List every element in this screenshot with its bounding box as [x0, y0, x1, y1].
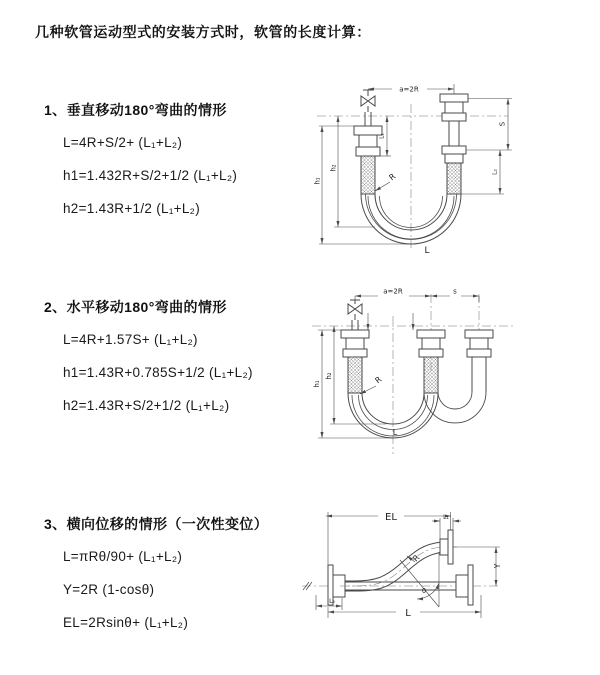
- section-1-heading: 1、垂直移动180°弯曲的情形: [44, 102, 227, 118]
- formula-line: L=πRθ/90+ (L₁+L₂): [63, 549, 183, 564]
- dim-label-y: Y: [493, 563, 502, 569]
- dim-label-h1: h₁: [313, 177, 322, 185]
- dim-label-el: EL: [385, 512, 397, 523]
- dim-label-h2: h₂: [329, 164, 338, 172]
- formula-line: Y=2R (1-cosθ): [63, 582, 155, 597]
- formula-line: h1=1.432R+S/2+1/2 (L₁+L₂): [63, 168, 238, 183]
- dim-label-s: s: [453, 287, 457, 296]
- section-lateral-displacement: [44, 514, 268, 639]
- formula-line: EL=2Rsinθ+ (L₁+L₂): [63, 615, 189, 630]
- section-horizontal-movement: [44, 297, 253, 422]
- top-right-flange: [440, 530, 453, 564]
- middle-pipe-flange: [417, 330, 445, 393]
- dim-label-l1: L₁: [378, 133, 386, 139]
- dim-label-a2r: a=2R: [399, 85, 419, 94]
- valve-icon: [348, 300, 362, 320]
- formula-line: h2=1.43R+S/2+1/2 (L₁+L₂): [63, 398, 230, 413]
- dim-label-l1: L₁: [443, 514, 449, 521]
- left-pipe-flange: [341, 320, 369, 393]
- dim-label-l2: L₂: [491, 169, 499, 175]
- valve-icon: [361, 90, 375, 112]
- section-2-heading: 2、水平移动180°弯曲的情形: [44, 299, 227, 315]
- radius-label: R: [373, 374, 384, 386]
- hose-u-bend-position2: [424, 392, 486, 423]
- diagram-vertical-180-bend: [312, 76, 517, 256]
- dimension-lines: [319, 89, 512, 244]
- formula-line: L=4R+1.57S+ (L₁+L₂): [63, 332, 198, 347]
- right-pipe-flange: [440, 84, 468, 194]
- dim-label-s: S: [498, 121, 507, 127]
- page-title: 几种软管运动型式的安装方式时，软管的长度计算：: [35, 24, 371, 40]
- formula-line: L=4R+S/2+ (L₁+L₂): [63, 135, 183, 150]
- formula-line: h2=1.43R+1/2 (L₁+L₂): [63, 201, 201, 216]
- dim-label-length: L: [392, 428, 398, 437]
- section-vertical-movement: [44, 100, 237, 225]
- dim-label-h2: h₂: [325, 372, 333, 380]
- dim-label-h1: h₁: [313, 380, 321, 388]
- left-pipe-flange: [354, 112, 382, 194]
- formula-line: h1=1.43R+0.785S+1/2 (L₁+L₂): [63, 365, 253, 380]
- dim-label-a2r: a=2R: [383, 287, 403, 296]
- dim-label-l2: L₂: [329, 598, 335, 605]
- dim-label-length: L: [424, 246, 430, 256]
- section-3-heading: 3、横向位移的情形（一次性变位）: [44, 516, 269, 532]
- radius-label: R: [387, 171, 398, 183]
- right-flange-original: [456, 565, 473, 605]
- radius-label: R: [411, 553, 422, 564]
- angle-label: θ: [422, 587, 426, 595]
- diagram-lateral-displacement: [296, 500, 533, 645]
- dimension-lines: [318, 296, 479, 438]
- diagram-horizontal-180-bend: [306, 286, 523, 461]
- dim-label-length: L: [405, 608, 411, 619]
- right-pipe-flange: [465, 330, 493, 392]
